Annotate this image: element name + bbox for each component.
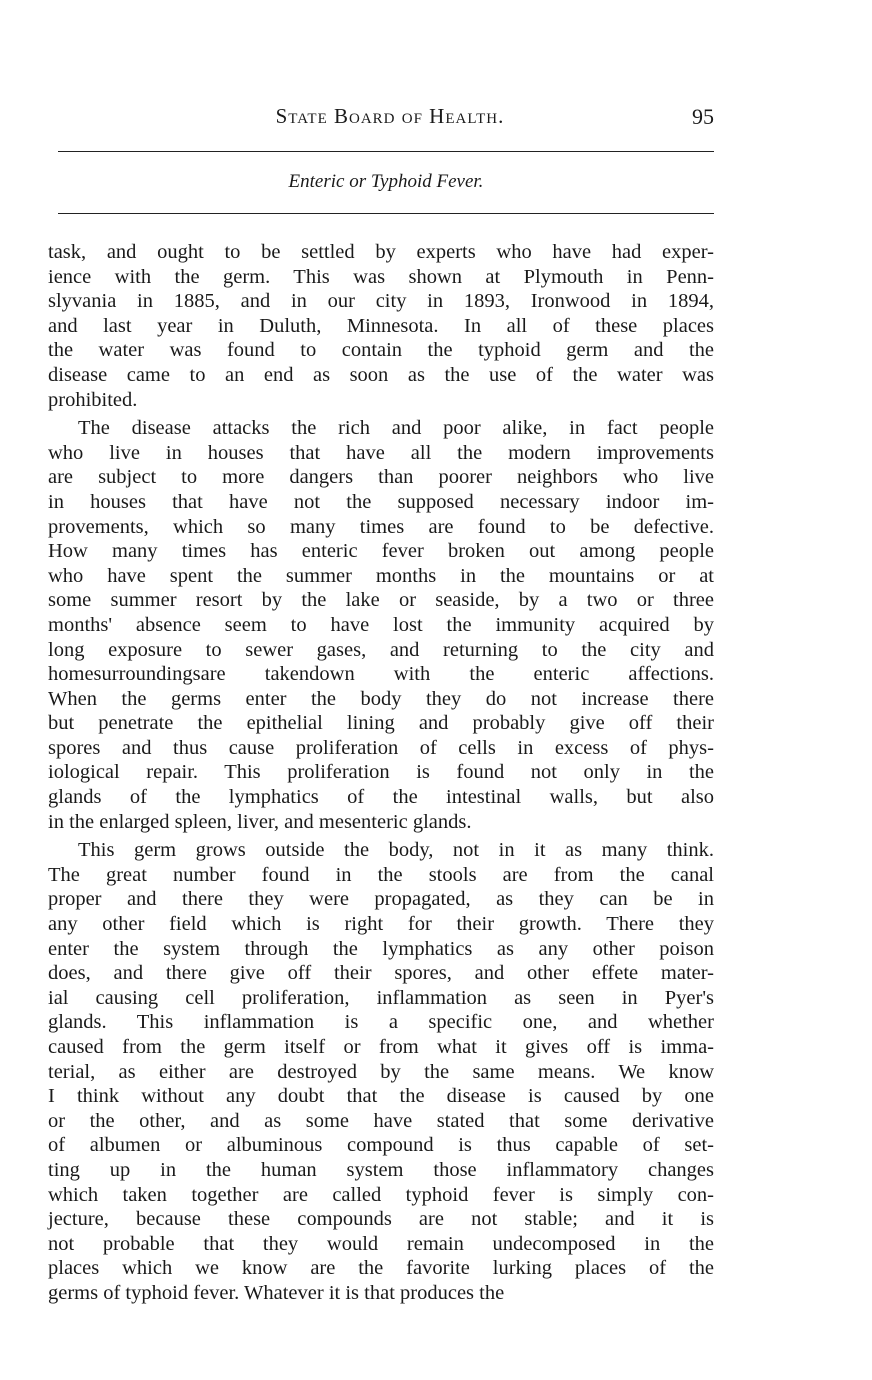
text-line: spores and thus cause proliferation of cells in excess of phys- <box>48 736 714 759</box>
text-line: homesurroundingsare takendown with the enteric affections. <box>48 663 714 686</box>
text-line: I think without any doubt that the disease is caused by one <box>48 1085 714 1108</box>
text-line: enter the system through the lymphatics as any other poison <box>48 937 714 960</box>
text-line: but penetrate the epithelial lining and probably give off their <box>48 712 714 735</box>
text-line: and last year in Duluth, Minnesota. In all of these places <box>48 314 714 337</box>
text-line: iological repair. This proliferation is found not only in the <box>48 761 714 784</box>
text-line: in houses that have not the supposed necessary indoor im- <box>48 490 714 513</box>
text-line: who live in houses that have all the modern improvements <box>48 441 714 464</box>
text-line: in the enlarged spleen, liver, and mesenteric glands. <box>48 810 472 833</box>
section-title: Enteric or Typhoid Fever. <box>288 171 484 192</box>
text-line: who have spent the summer months in the mountains or at <box>48 564 714 587</box>
text-line: How many times has enteric fever broken out among people <box>48 540 714 563</box>
text-line: ting up in the human system those inflammatory changes <box>48 1158 714 1181</box>
header-rule-bottom <box>58 213 714 214</box>
running-title: State Board of Health. <box>275 104 505 128</box>
text-line: prohibited. <box>48 388 138 411</box>
text-line: jecture, because these compounds are not stable; and it is <box>48 1208 714 1231</box>
text-line: does, and there give off their spores, and other effete mater- <box>48 962 714 985</box>
text-line: not probable that they would remain undecomposed in the <box>48 1232 714 1255</box>
running-head <box>60 104 716 136</box>
paragraph <box>48 416 714 834</box>
text-line: proper and there they were propagated, as they can be in <box>48 888 714 911</box>
text-line: provements, which so many times are found to be defective. <box>48 515 714 538</box>
text-line: When the germs enter the body they do not increase there <box>48 687 714 710</box>
text-line: long exposure to sewer gases, and returning to the city and <box>48 638 714 661</box>
page-number: 95 <box>692 104 714 129</box>
text-line: terial, as either are destroyed by the same means. We know <box>48 1060 714 1083</box>
text-line: disease came to an end as soon as the use of the water was <box>48 363 714 386</box>
text-line: months' absence seem to have lost the immunity acquired by <box>48 613 714 636</box>
body-text <box>48 240 714 1310</box>
text-line: germs of typhoid fever. Whatever it is that produces the <box>48 1281 505 1304</box>
text-line: or the other, and as some have stated that some derivative <box>48 1109 714 1132</box>
header-rule-top <box>58 151 714 152</box>
text-line: which taken together are called typhoid fever is simply con- <box>48 1183 714 1206</box>
text-line: of albumen or albuminous compound is thus capable of set- <box>48 1134 714 1157</box>
text-line: slyvania in 1885, and in our city in 1893, Ironwood in 1894, <box>48 290 714 313</box>
text-line: caused from the germ itself or from what it gives off is imma- <box>48 1036 714 1058</box>
text-line: The great number found in the stools are from the canal <box>48 863 714 886</box>
text-line: The disease attacks the rich and poor alike, in fact people <box>78 417 714 440</box>
text-line: ience with the germ. This was shown at Plymouth in Penn- <box>48 265 714 288</box>
text-line: glands. This inflammation is a specific one, and whether <box>48 1011 714 1034</box>
text-line: some summer resort by the lake or seaside, by a two or three <box>48 589 714 612</box>
paragraph <box>48 838 714 1305</box>
text-line: ial causing cell proliferation, inflammation as seen in Pyer's <box>48 986 714 1009</box>
text-line: glands of the lymphatics of the intestinal walls, but also <box>48 786 714 809</box>
text-line: task, and ought to be settled by experts who have had exper- <box>48 241 714 263</box>
paragraph <box>48 240 714 412</box>
text-line: are subject to more dangers than poorer neighbors who live <box>48 466 714 489</box>
text-line: places which we know are the favorite lurking places of the <box>48 1257 714 1280</box>
text-line: any other field which is right for their growth. There they <box>48 913 714 936</box>
text-line: the water was found to contain the typhoid germ and the <box>48 339 714 362</box>
text-line: This germ grows outside the body, not in it as many think. <box>78 839 714 862</box>
